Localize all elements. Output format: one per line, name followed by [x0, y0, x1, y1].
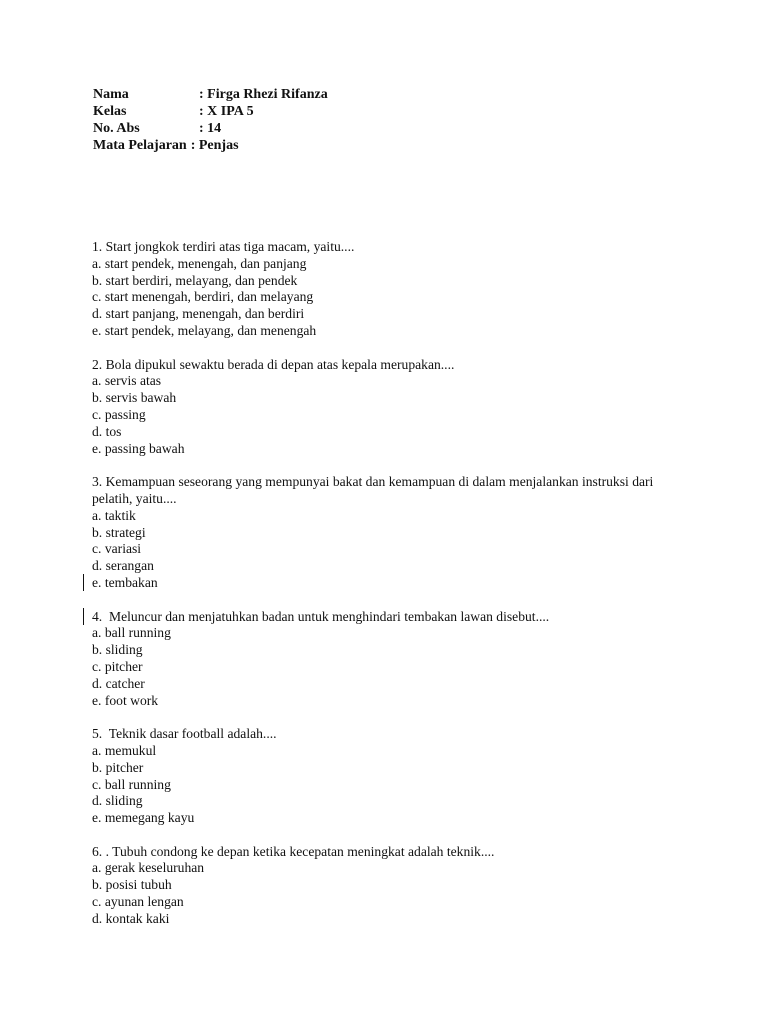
question-item	[92, 474, 672, 592]
mapel-value: : Penjas	[190, 138, 239, 153]
abs-value: : 14	[199, 121, 222, 136]
answer-option: c. pitcher	[92, 658, 143, 674]
question-text	[92, 474, 672, 508]
mapel-label: Mata Pelajaran	[93, 138, 187, 153]
answer-option: a. gerak keseluruhan	[92, 860, 205, 876]
answer-option: b. servis bawah	[92, 390, 177, 406]
answer-option: d. serangan	[92, 558, 154, 574]
question-number: 3.	[92, 474, 106, 490]
question-text	[92, 844, 672, 861]
question-item	[92, 844, 672, 928]
answer-option: e. memegang kayu	[92, 810, 195, 826]
answer-option: b. start berdiri, melayang, dan pendek	[92, 272, 298, 288]
nama-value: : Firga Rhezi Rifanza	[199, 87, 328, 102]
question-text	[92, 357, 672, 374]
question-number: 6. .	[92, 843, 113, 859]
answer-option: d. tos	[92, 423, 122, 439]
question-text	[92, 726, 672, 743]
answer-option: a. taktik	[92, 507, 136, 523]
answer-option: d. sliding	[92, 793, 143, 809]
question-item	[92, 726, 672, 827]
header-row-abs	[93, 120, 328, 137]
answer-option: a. start pendek, menengah, dan panjang	[92, 255, 307, 271]
question-item	[92, 609, 672, 710]
question-item	[92, 357, 672, 458]
question-number: 2.	[92, 356, 106, 372]
header-row-kelas	[93, 103, 328, 120]
nama-label: Nama	[93, 87, 129, 102]
question-body: Meluncur dan menjatuhkan badan untuk menghindari tembakan lawan disebut....	[109, 608, 550, 624]
answer-option: d. catcher	[92, 675, 145, 691]
kelas-value: : X IPA 5	[199, 104, 254, 119]
student-header	[93, 86, 328, 154]
answer-option: c. start menengah, berdiri, dan melayang	[92, 289, 314, 305]
question-body: Kemampuan seseorang yang mempunyai bakat dan kemampuan di dalam menjalankan instruksi dari pelatih, yaitu....	[92, 474, 654, 506]
answer-option: d. kontak kaki	[92, 910, 170, 926]
answer-option: c. passing	[92, 406, 146, 422]
text-cursor-mark	[83, 574, 84, 591]
question-body: Teknik dasar football adalah....	[108, 726, 277, 742]
answer-option: e. passing bawah	[92, 440, 185, 456]
text-cursor-mark	[83, 608, 84, 625]
answer-option: b. pitcher	[92, 759, 144, 775]
kelas-label: Kelas	[93, 104, 127, 119]
answer-option: b. sliding	[92, 642, 143, 658]
answer-option: d. start panjang, menengah, dan berdiri	[92, 306, 305, 322]
abs-label: No. Abs	[93, 121, 140, 136]
question-text	[92, 239, 672, 256]
question-list	[92, 239, 672, 944]
question-number: 5.	[92, 726, 109, 742]
answer-option: e. start pendek, melayang, dan menengah	[92, 322, 317, 338]
question-number: 4.	[92, 608, 109, 624]
question-text	[92, 609, 672, 626]
question-body: Tubuh condong ke depan ketika kecepatan meningkat adalah teknik....	[112, 843, 495, 859]
question-body: Bola dipukul sewaktu berada di depan atas kepala merupakan....	[105, 356, 455, 372]
answer-option: e. tembakan	[92, 574, 158, 590]
answer-option: a. servis atas	[92, 373, 162, 389]
answer-option: b. posisi tubuh	[92, 877, 172, 893]
answer-option: c. ayunan lengan	[92, 894, 184, 910]
question-item	[92, 239, 672, 340]
answer-option: c. ball running	[92, 776, 171, 792]
answer-option: a. ball running	[92, 625, 171, 641]
answer-option: c. variasi	[92, 541, 142, 557]
question-body: Start jongkok terdiri atas tiga macam, yaitu....	[105, 239, 355, 254]
answer-option: a. memukul	[92, 742, 157, 758]
question-number: 1.	[92, 239, 106, 254]
header-row-nama	[93, 86, 328, 103]
header-row-mapel	[93, 137, 328, 154]
answer-option: e. foot work	[92, 692, 159, 708]
answer-option: b. strategi	[92, 524, 146, 540]
